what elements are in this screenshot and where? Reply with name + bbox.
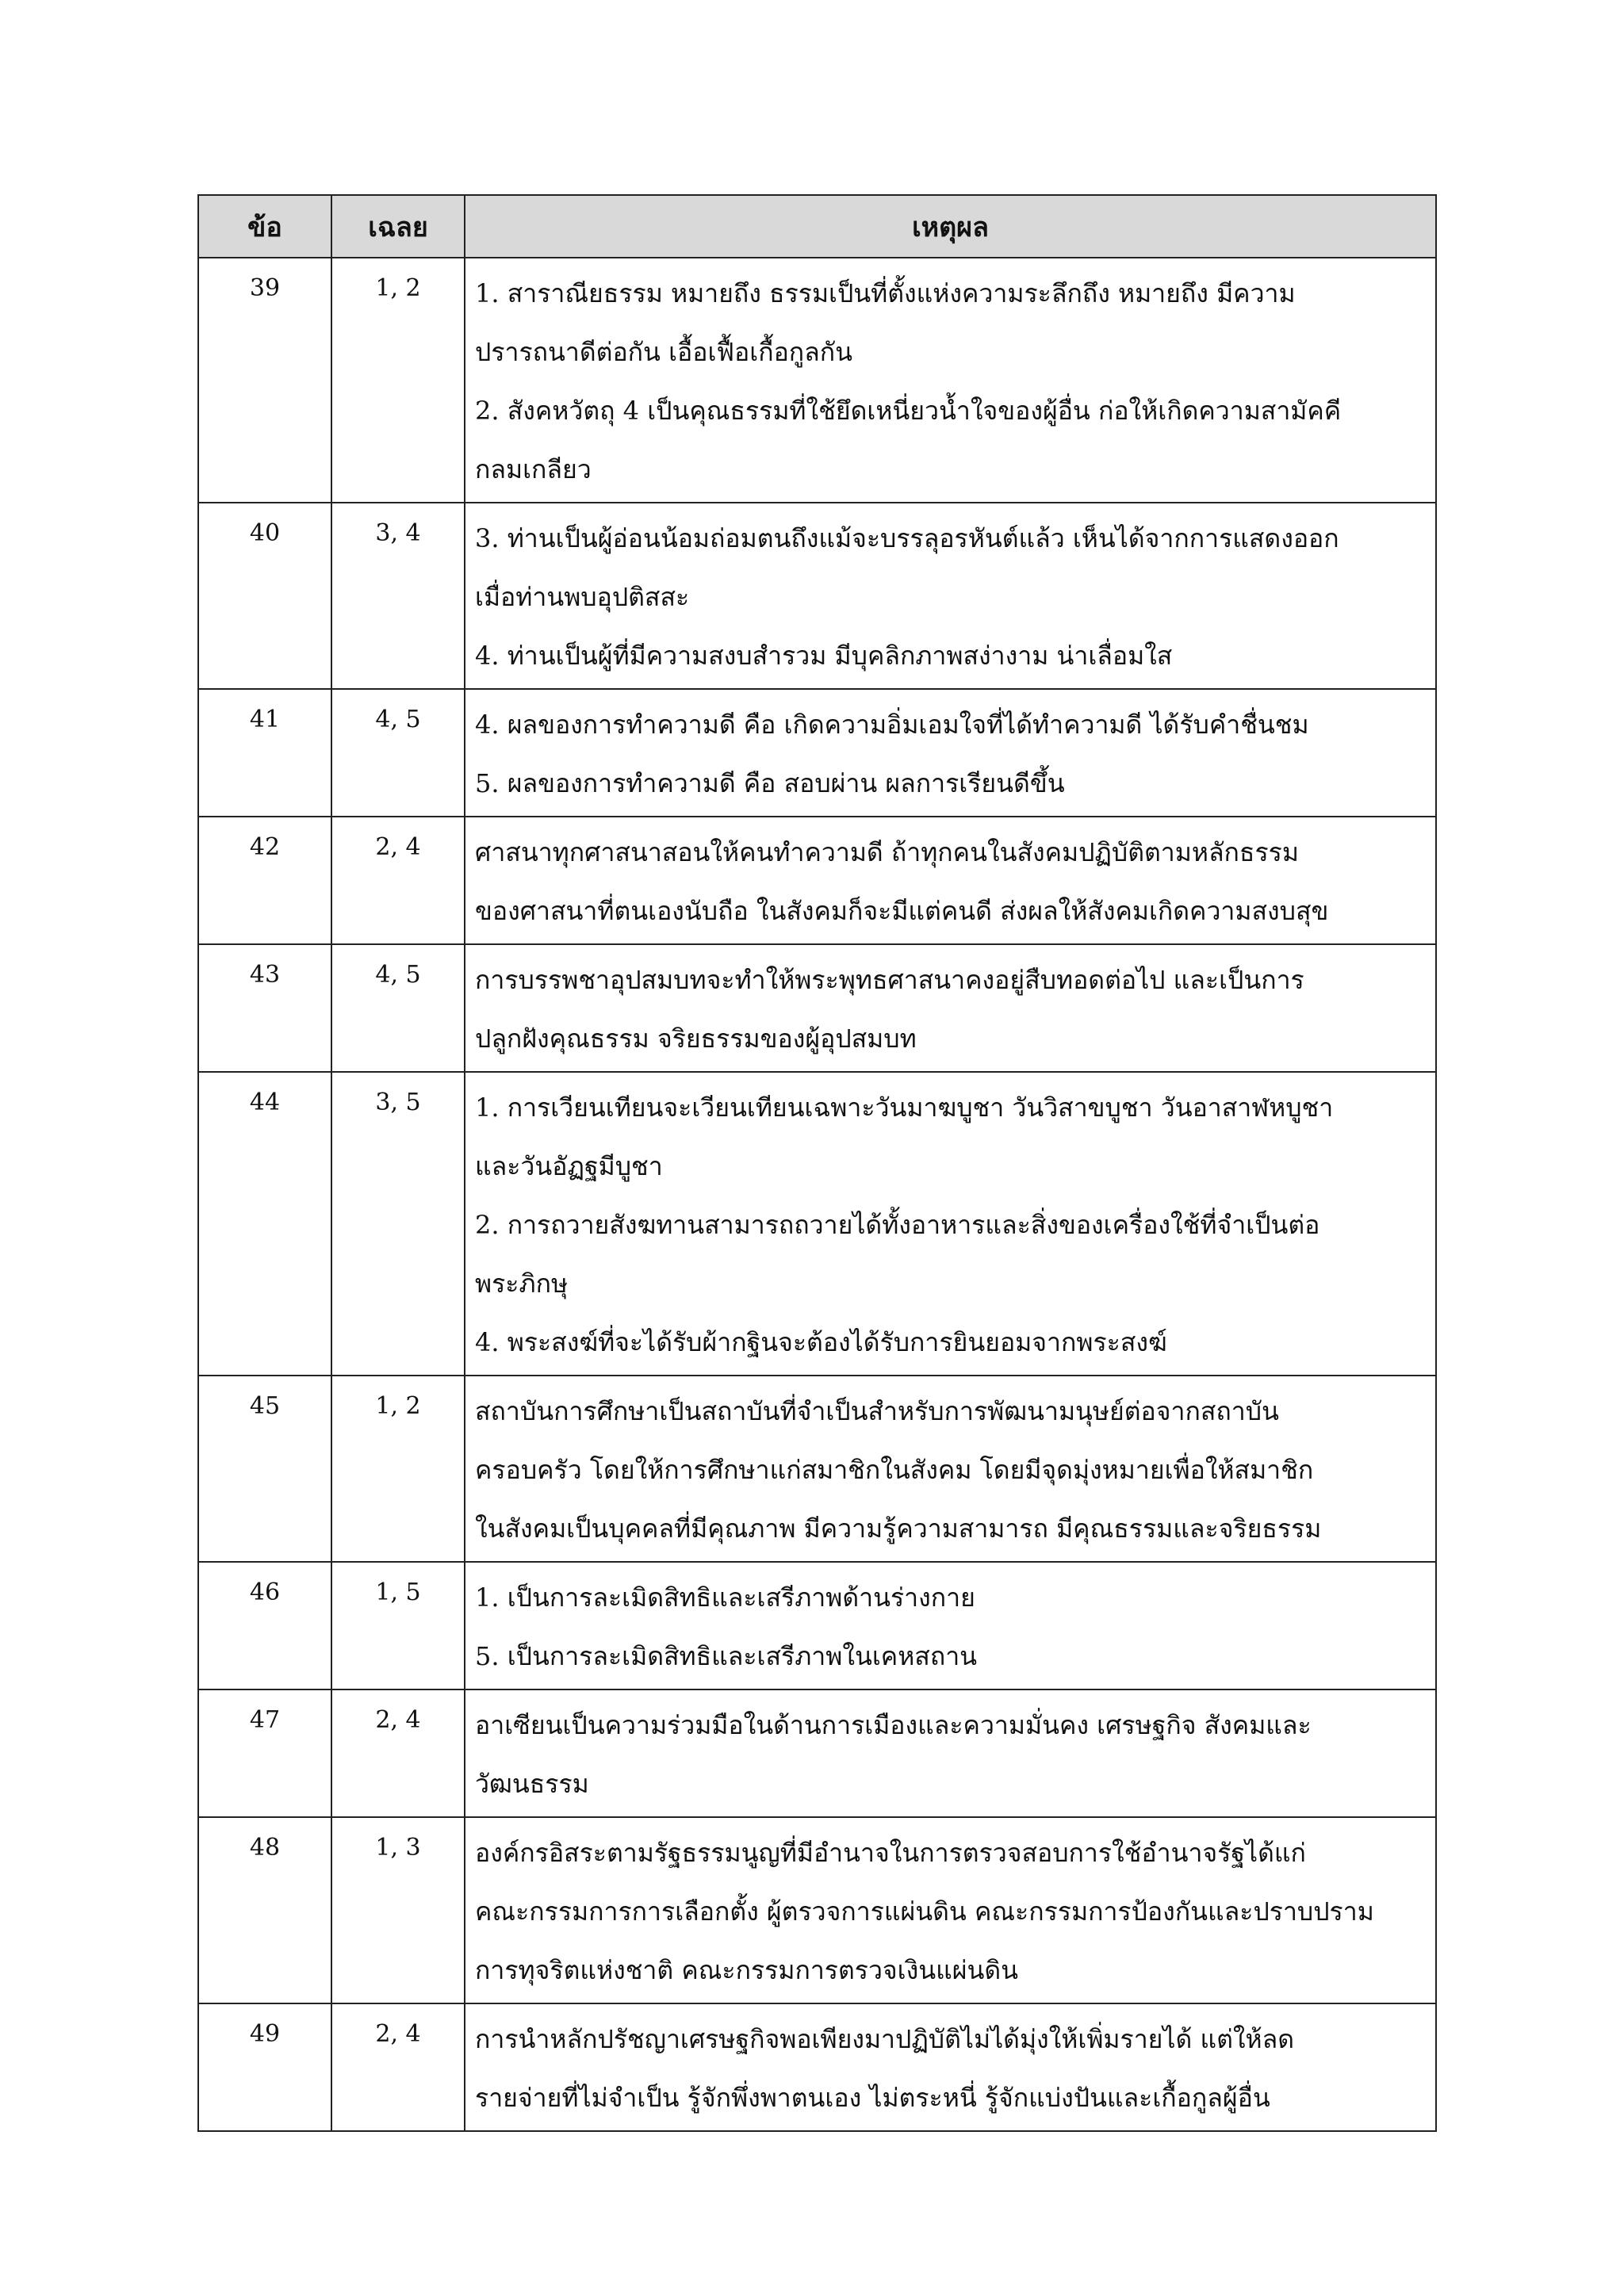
table-row [198,2003,1436,2131]
reason-cell [465,689,1436,817]
question-number: 45 [198,1376,331,1562]
reason-line: เมื่อท่านพบอุปติสสะ [475,582,690,612]
table-header-row [198,195,1436,258]
table-row [198,817,1436,944]
reason-line: องค์กรอิสระตามรัฐธรรมนูญที่มีอำนาจในการตรวจสอบการใช้อำนาจรัฐได้แก่ [475,1838,1306,1868]
reason-line: 4. ท่านเป็นผู้ที่มีความสงบสำรวม มีบุคลิกภาพสง่างาม น่าเลื่อมใส [475,641,1173,671]
header-answer: เฉลย [331,195,465,258]
answer-key: 4, 5 [331,944,465,1072]
table-row [198,689,1436,817]
reason-line: คณะกรรมการการเลือกตั้ง ผู้ตรวจการแผ่นดิน คณะกรรมการป้องกันและปราบปราม [475,1896,1374,1927]
table-row [198,503,1436,689]
reason-line: วัฒนธรรม [475,1769,589,1799]
reason-cell [465,258,1436,503]
table-row [198,258,1436,503]
reason-line: ในสังคมเป็นบุคคลที่มีคุณภาพ มีความรู้ความสามารถ มีคุณธรรมและจริยธรรม [475,1513,1322,1544]
reason-line: ปรารถนาดีต่อกัน เอื้อเฟื้อเกื้อกูลกัน [475,337,853,367]
question-number: 40 [198,503,331,689]
table-row [198,1376,1436,1562]
reason-line: 1. สาราณียธรรม หมายถึง ธรรมเป็นที่ตั้งแห่งความระลึกถึง หมายถึง มีความ [475,278,1296,308]
reason-cell [465,2003,1436,2131]
question-number: 46 [198,1562,331,1689]
reason-line: 2. สังคหวัตถุ 4 เป็นคุณธรรมที่ใช้ยึดเหนี่ยวน้ำใจของผู้อื่น ก่อให้เกิดความสามัคคี [475,396,1342,426]
reason-line: 5. เป็นการละเมิดสิทธิและเสรีภาพในเคหสถาน [475,1641,978,1671]
reason-line: การนำหลักปรัชญาเศรษฐกิจพอเพียงมาปฏิบัติไม่ได้มุ่งให้เพิ่มรายได้ แต่ให้ลด [475,2024,1294,2054]
answer-key: 3, 4 [331,503,465,689]
table-row [198,1072,1436,1376]
table-row [198,944,1436,1072]
reason-line: ครอบครัว โดยให้การศึกษาแก่สมาชิกในสังคม โดยมีจุดมุ่งหมายเพื่อให้สมาชิก [475,1455,1314,1485]
answer-key: 2, 4 [331,1689,465,1817]
reason-line: สถาบันการศึกษาเป็นสถาบันที่จำเป็นสำหรับการพัฒนามนุษย์ต่อจากสถาบัน [475,1396,1279,1426]
reason-line: 2. การถวายสังฆทานสามารถถวายได้ทั้งอาหารและสิ่งของเครื่องใช้ที่จำเป็นต่อ [475,1210,1320,1240]
answer-key: 1, 2 [331,258,465,503]
reason-line: 1. การเวียนเทียนจะเวียนเทียนเฉพาะวันมาฆบูชา วันวิสาขบูชา วันอาสาฬหบูชา [475,1093,1334,1123]
answer-key: 4, 5 [331,689,465,817]
header-number: ข้อ [198,195,331,258]
question-number: 48 [198,1817,331,2003]
table-body [198,258,1436,2131]
reason-line: ปลูกฝังคุณธรรม จริยธรรมของผู้อุปสมบท [475,1024,917,1054]
reason-line: รายจ่ายที่ไม่จำเป็น รู้จักพึ่งพาตนเอง ไม่ตระหนี่ รู้จักแบ่งปันและเกื้อกูลผู้อื่น [475,2083,1270,2113]
reason-line: กลมเกลียว [475,454,592,484]
question-number: 39 [198,258,331,503]
question-number: 44 [198,1072,331,1376]
reason-line: 3. ท่านเป็นผู้อ่อนน้อมถ่อมตนถึงแม้จะบรรลุอรหันต์แล้ว เห็นได้จากการแสดงออก [475,523,1339,553]
answer-key: 2, 4 [331,817,465,944]
reason-line: การบรรพชาอุปสมบทจะทำให้พระพุทธศาสนาคงอยู่สืบทอดต่อไป และเป็นการ [475,965,1304,995]
reason-cell [465,1689,1436,1817]
reason-line: และวันอัฏฐมีบูชา [475,1151,663,1181]
question-number: 43 [198,944,331,1072]
table-row [198,1817,1436,2003]
reason-line: 4. ผลของการทำความดี คือ เกิดความอิ่มเอมใจที่ได้ทำความดี ได้รับคำชื่นชม [475,710,1309,740]
answer-key: 1, 2 [331,1376,465,1562]
table-row [198,1689,1436,1817]
question-number: 42 [198,817,331,944]
table-row [198,1562,1436,1689]
reason-cell [465,944,1436,1072]
answer-key: 1, 5 [331,1562,465,1689]
reason-line: พระภิกษุ [475,1269,569,1299]
reason-cell [465,1376,1436,1562]
answer-key: 1, 3 [331,1817,465,2003]
reason-cell [465,1562,1436,1689]
reason-line: การทุจริตแห่งชาติ คณะกรรมการตรวจเงินแผ่นดิน [475,1955,1019,1985]
reason-line: ศาสนาทุกศาสนาสอนให้คนทำความดี ถ้าทุกคนในสังคมปฏิบัติตามหลักธรรม [475,837,1299,867]
reason-line: 1. เป็นการละเมิดสิทธิและเสรีภาพด้านร่างกาย [475,1582,975,1613]
answer-key: 3, 5 [331,1072,465,1376]
question-number: 49 [198,2003,331,2131]
reason-cell [465,1817,1436,2003]
reason-cell [465,1072,1436,1376]
answer-key: 2, 4 [331,2003,465,2131]
reason-line: 5. ผลของการทำความดี คือ สอบผ่าน ผลการเรียนดีขึ้น [475,768,1065,798]
header-reason: เหตุผล [465,195,1436,258]
reason-cell [465,503,1436,689]
reason-cell [465,817,1436,944]
reason-line: อาเซียนเป็นความร่วมมือในด้านการเมืองและความมั่นคง เศรษฐกิจ สังคมและ [475,1710,1312,1740]
question-number: 41 [198,689,331,817]
reason-line: 4. พระสงฆ์ที่จะได้รับผ้ากฐินจะต้องได้รับการยินยอมจากพระสงฆ์ [475,1327,1167,1357]
question-number: 47 [198,1689,331,1817]
answer-table [197,194,1437,2132]
reason-line: ของศาสนาที่ตนเองนับถือ ในสังคมก็จะมีแต่คนดี ส่งผลให้สังคมเกิดความสงบสุข [475,896,1329,926]
